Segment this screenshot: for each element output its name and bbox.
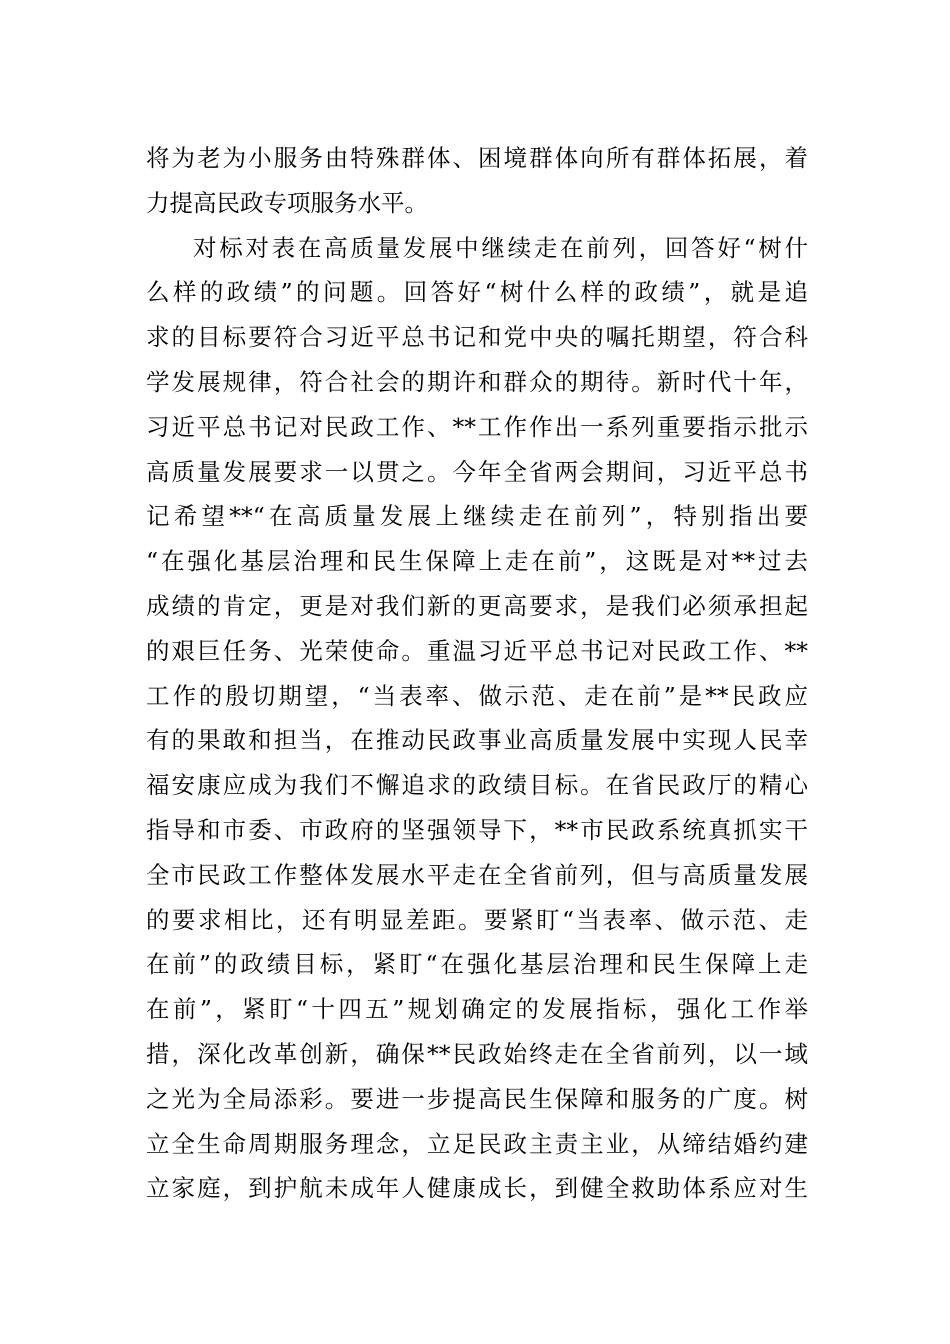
- paragraph-2: [146, 226, 808, 1212]
- text-line: 的艰巨任务、光荣使命。重温习近平总书记对民政工作、**: [146, 636, 808, 665]
- text-line: 全市民政工作整体发展水平走在全省前列，但与高质量发展: [146, 860, 808, 889]
- text-line: 记希望**“在高质量发展上继续走在前列”，特别指出要: [146, 502, 808, 531]
- text-line: 对标对表在高质量发展中继续走在前列，回答好“树什: [193, 233, 808, 262]
- text-line: 在前”的政绩目标，紧盯“在强化基层治理和民生保障上走: [146, 950, 808, 979]
- text-line: “在强化基层治理和民生保障上走在前”，这既是对**过去: [146, 547, 808, 576]
- text-line: 指导和市委、市政府的坚强领导下，**市民政系统真抓实干: [146, 815, 808, 844]
- text-line: 福安康应成为我们不懈追求的政绩目标。在省民政厅的精心: [146, 771, 808, 800]
- text-line: 么样的政绩”的问题。回答好“树什么样的政绩”，就是追: [146, 278, 808, 307]
- text-line: 高质量发展要求一以贯之。今年全省两会期间，习近平总书: [146, 457, 808, 486]
- text-line: 的要求相比，还有明显差距。要紧盯“当表率、做示范、走: [146, 905, 808, 934]
- text-line: 将为老为小服务由特殊群体、困境群体向所有群体拓展，着: [146, 144, 808, 172]
- text-line: 措，深化改革创新，确保**民政始终走在全省前列，以一域: [146, 1039, 808, 1068]
- text-line: 工作的殷切期望，“当表率、做示范、走在前”是**民政应: [146, 681, 808, 710]
- text-line: 有的果敢和担当，在推动民政事业高质量发展中实现人民幸: [146, 726, 808, 755]
- document-body: [146, 136, 808, 1211]
- text-line: 习近平总书记对民政工作、**工作作出一系列重要指示批示: [146, 412, 808, 441]
- text-line: 立全生命周期服务理念，立足民政主责主业，从缔结婚约建: [146, 1129, 808, 1158]
- text-line: 求的目标要符合习近平总书记和党中央的嘱托期望，符合科: [146, 323, 808, 352]
- paragraph-1: [146, 136, 808, 226]
- text-line: 立家庭，到护航未成年人健康成长，到健全救助体系应对生: [146, 1174, 808, 1203]
- text-line: 力提高民政专项服务水平。: [146, 188, 428, 217]
- text-line: 之光为全局添彩。要进一步提高民生保障和服务的广度。树: [146, 1084, 808, 1113]
- text-line: 在前”，紧盯“十四五”规划确定的发展指标，强化工作举: [146, 995, 808, 1024]
- text-line: 成绩的肯定，更是对我们新的更高要求，是我们必须承担起: [146, 591, 808, 620]
- text-line: 学发展规律，符合社会的期许和群众的期待。新时代十年，: [146, 367, 808, 396]
